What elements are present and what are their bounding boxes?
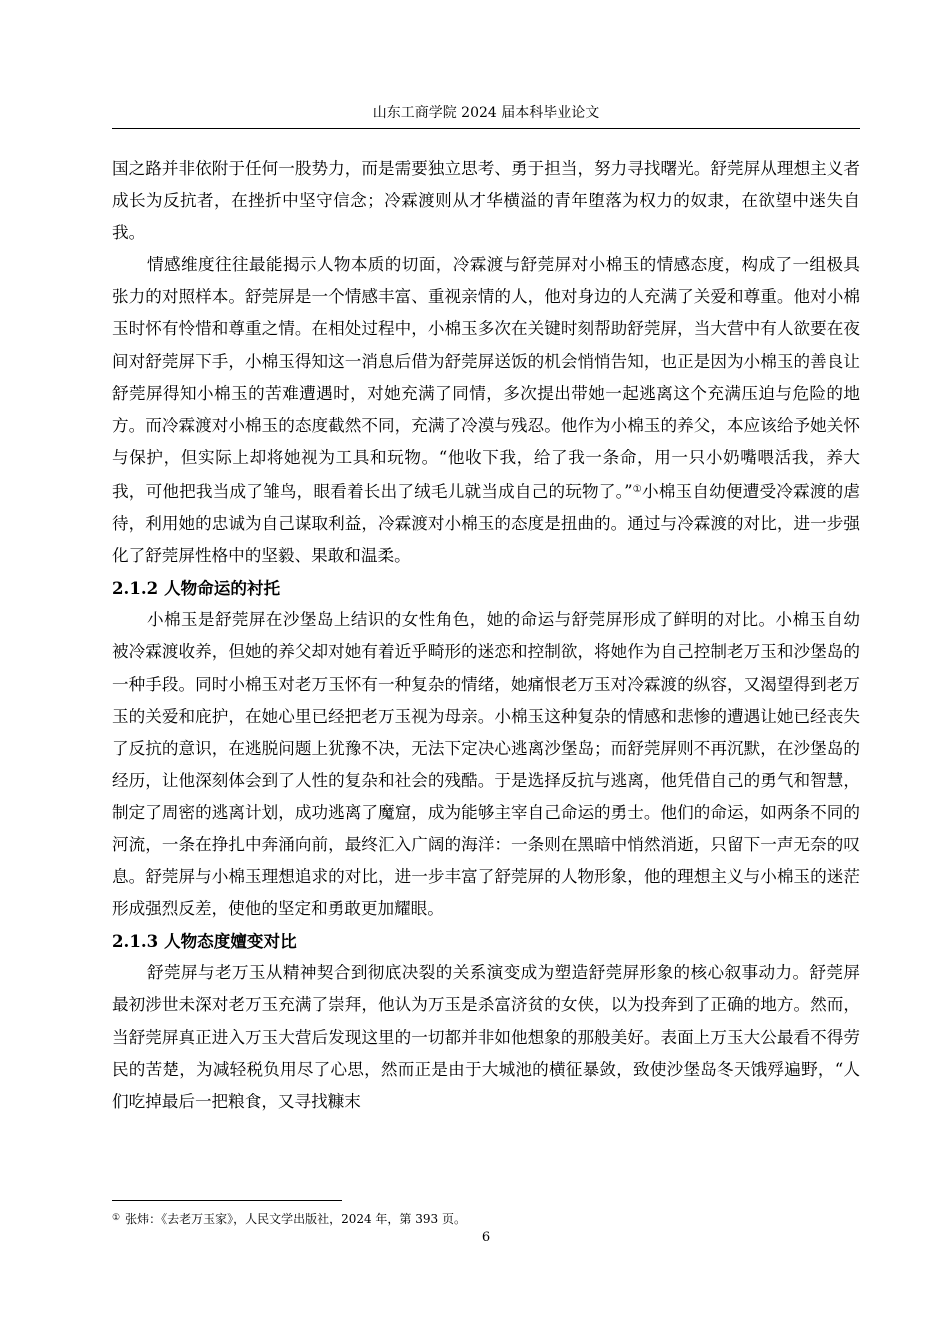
paragraph-emotion — [112, 249, 860, 572]
paragraph-emotion-part2: 小棉玉自幼便遭受冷霖渡的虐待，利用她的忠诚为自己谋取利益，冷霖渡对小棉玉的态度是扭曲的。通过与冷霖渡的对比，进一步强化了舒莞屏性格中的坚毅、果敢和温柔。 — [112, 481, 860, 566]
page-header: 山东工商学院 2024 届本科毕业论文 — [372, 105, 600, 121]
section-heading-2-1-2: 2.1.2 人物命运的衬托 — [112, 578, 281, 599]
body-text — [112, 153, 860, 1118]
footnote-text: 张炜：《去老万玉家》，人民文学出版社，2024 年，第 393 页。 — [125, 1212, 466, 1226]
paragraph-fate: 小棉玉是舒莞屏在沙堡岛上结识的女性角色，她的命运与舒莞屏形成了鲜明的对比。小棉玉自幼被冷霖渡收养，但她的养父却对她有着近乎畸形的迷恋和控制欲，将她作为自己控制老万玉和沙堡岛的一种手段。同时小棉玉对老万玉怀有一种复杂的情绪，她痛恨老万玉对冷霖渡的纵容，又渴望得到老万玉的关爱和庇护，在她心里已经把老万玉视为母亲。小棉玉这种复杂的情感和悲惨的遭遇让她已经丧失了反抗的意识，在逃脱问题上犹豫不决，无法下定决心逃离沙堡岛；而舒莞屏则不再沉默，在沙堡岛的经历，让他深刻体会到了人性的复杂和社会的残酷。于是选择反抗与逃离，他凭借自己的勇气和智慧，制定了周密的逃离计划，成功逃离了魔窟，成为能够主宰自己命运的勇士。他们的命运，如两条不同的河流，一条在挣扎中奔涌向前，最终汇入广阔的海洋：一条则在黑暗中悄然消逝，只留下一声无奈的叹息。舒莞屏与小棉玉理想追求的对比，进一步丰富了舒莞屏的人物形象，他的理想主义与小棉玉的迷茫形成强烈反差，使他的坚定和勇敢更加耀眼。 — [112, 610, 860, 919]
paragraph-attitude: 舒莞屏与老万玉从精神契合到彻底决裂的关系演变成为塑造舒莞屏形象的核心叙事动力。舒莞屏最初涉世未深对老万玉充满了崇拜，他认为万玉是杀富济贫的女侠，以为投奔到了正确的地方。然而，当舒莞屏真正进入万玉大营后发现这里的一切都并非如他想象的那般美好。表面上万玉大公最看不得劳民的苦楚，为减轻税负用尽了心思，然而正是由于大城池的横征暴敛，致使沙堡岛冬天饿殍遍野，“人们吃掉最后一把粮食，又寻找糠末 — [112, 963, 860, 1111]
header-rule — [112, 128, 860, 129]
section-heading-2-1-3: 2.1.3 人物态度嬗变对比 — [112, 931, 297, 952]
footnote-marker: ① — [112, 1213, 121, 1223]
footnote-reference[interactable]: ① — [632, 483, 642, 495]
paragraph-continuation: 国之路并非依附于任何一股势力，而是需要独立思考、勇于担当，努力寻找曙光。舒莞屏从理想主义者成长为反抗者，在挫折中坚守信念；冷霖渡则从才华横溢的青年堕落为权力的奴隶，在欲望中迷失自我。 — [112, 159, 860, 243]
footnote-rule — [112, 1200, 342, 1201]
page-number: 6 — [481, 1230, 491, 1245]
paragraph-emotion-part1: 情感维度往往最能揭示人物本质的切面，冷霖渡与舒莞屏对小棉玉的情感态度，构成了一组极具张力的对照样本。舒莞屏是一个情感丰富、重视亲情的人，他对身边的人充满了关爱和尊重。他对小棉玉时怀有怜惜和尊重之情。在相处过程中，小棉玉多次在关键时刻帮助舒莞屏，当大营中有人欲要在夜间对舒莞屏下手，小棉玉得知这一消息后借为舒莞屏送饭的机会悄悄告知，也正是因为小棉玉的善良让舒莞屏得知小棉玉的苦难遭遇时，对她充满了同情，多次提出带她一起逃离这个充满压迫与危险的地方。而冷霖渡对小棉玉的态度截然不同，充满了冷漠与残忍。他作为小棉玉的养父，本应该给予她关怀与保护，但实际上却将她视为工具和玩物。“他收下我，给了我一条命，用一只小奶嘴喂活我，养大我，可他把我当成了雏鸟，眼看着长出了绒毛儿就当成自己的玩物了。” — [112, 255, 860, 501]
footnote — [112, 1209, 466, 1228]
